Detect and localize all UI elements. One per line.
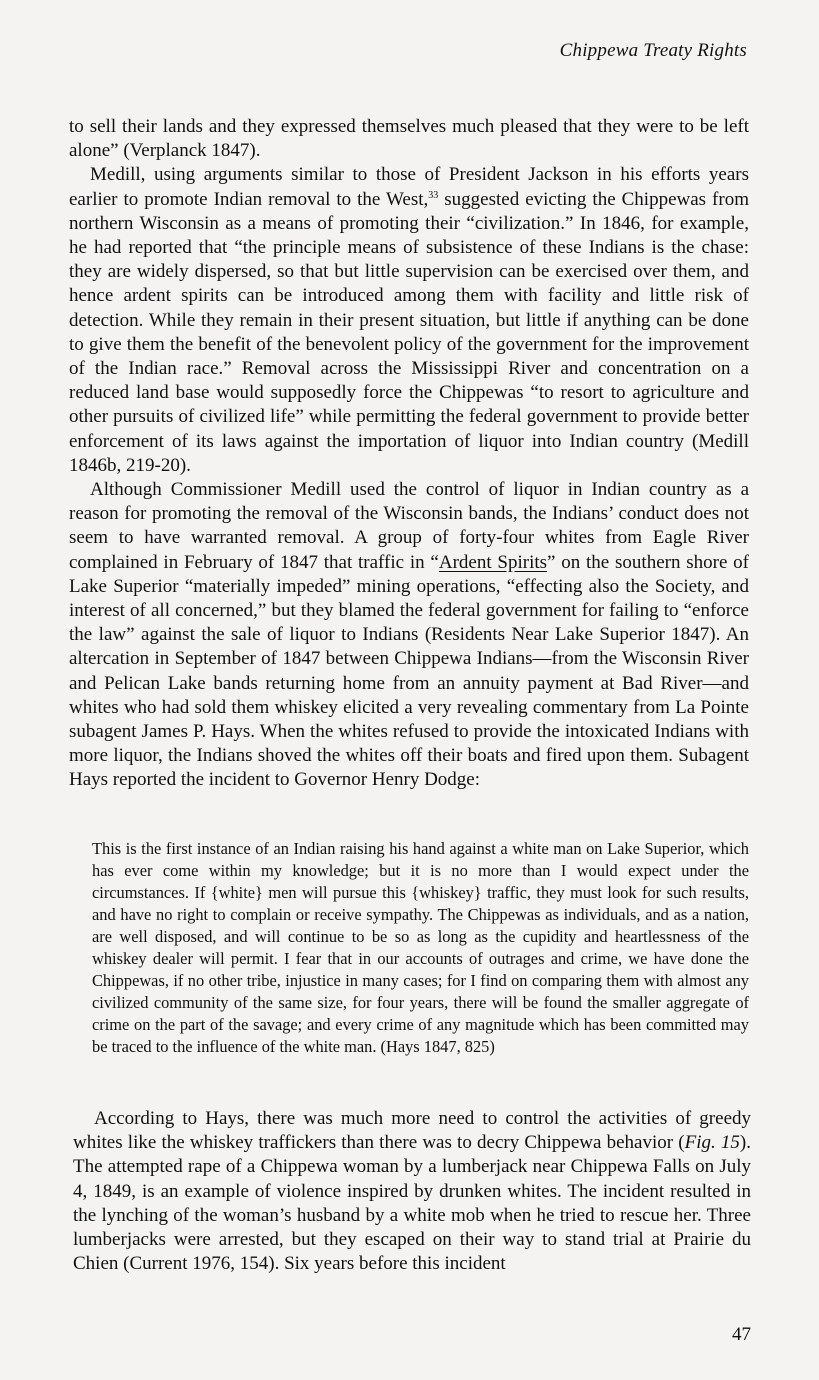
paragraph-medill-text-b: suggested evicting the Chippewas from northern Wisconsin as a means of promoting their “civilization.” In 1846, for example, he had reported that “the principle means of subsistence of these Indians is the chase: they are widely dispersed, so that but little supervision can be exercised over them, and hence ardent spirits can be introduced among them with facility and little risk of detection. While they remain in their present situation, but little if anything can be done to give them the benefit of the benevolent policy of the government for the improvement of the Indian race.” Removal across the Mississippi River and concentration on a reduced land base would supposedly force the Chippewas “to resort to agriculture and other pursuits of civilized life” while permitting the federal government to provide better enforcement of its laws against the importation of liquor into Indian country (Medill 1846b, 219-20). — [69, 188, 749, 476]
figure-reference: Fig. 15 — [684, 1132, 740, 1154]
running-head-title: Chippewa Treaty Rights — [559, 40, 747, 61]
paragraph-continuation: to sell their lands and they expressed themselves much pleased that they were to be left alone” (Verplanck 1847). — [69, 116, 749, 162]
block-quote — [92, 838, 749, 1058]
paragraph-medill — [69, 163, 749, 478]
block-quote-text: This is the first instance of an Indian raising his hand against a white man on Lake Superior, which has ever come within my knowledge; but it is no more than I would expect under the circumstances. If {white} men will pursue this {whiskey} traffic, they must look for such results, and have no right to complain or receive sympathy. The Chippewas as individuals, and as a nation, are well disposed, and will continue to be so as long as the cupidity and heartlessness of the whiskey dealer will permit. I fear that in our accounts of outrages and crime, we have done the Chippewas, if no other tribe, injustice in many cases; for I find on comparing them with almost any civilized community of the same size, for four years, there will be found the smaller aggregate of crime on the part of the savage; and every crime of any magnitude which has been committed may be traced to the influence of the white man. (Hays 1847, 825) — [92, 839, 749, 1056]
body-text-lower — [73, 1107, 751, 1276]
paragraph-medill-text-a: Medill, using arguments similar to those of President Jackson in his efforts years earlier to promote Indian removal to the West, — [69, 164, 749, 210]
underlined-phrase: Ardent Spirits — [438, 551, 548, 573]
footnote-marker-33: 33 — [428, 189, 439, 201]
paragraph-hays — [73, 1107, 751, 1276]
page-number: 47 — [732, 1324, 751, 1345]
paragraph-commissioner-text-a: Although Commissioner Medill used the control of liquor in Indian country as a reason for promoting the removal of the Wisconsin bands, the Indians’ conduct does not seem to have warranted removal. A group of forty-four whites from Eagle River complained in February of 1847 that traffic in “ — [69, 479, 749, 573]
paragraph-commissioner — [69, 478, 749, 793]
paragraph-hays-text-a: According to Hays, there was much more need to control the activities of greedy whites like the whiskey traffickers than there was to decry Chippewa behavior ( — [73, 1108, 751, 1154]
paragraph-hays-text-b: ). The attempted rape of a Chippewa woman by a lumberjack near Chippewa Falls on July 4, 1849, is an example of violence inspired by drunken whites. The incident resulted in the lynching of the woman’s husband by a white mob when he tried to rescue her. Three lumberjacks were arrested, but they escaped on their way to stand trial at Prairie du Chien (Current 1976, 154). Six years before this incident — [73, 1132, 751, 1275]
paragraph-commissioner-text-b: ” on the southern shore of Lake Superior “materially impeded” mining operations, “effecting also the Society, and interest of all concerned,” but they blamed the federal government for failing to “enforce the law” against the sale of liquor to Indians (Residents Near Lake Superior 1847). An altercation in September of 1847 between Chippewa Indians—from the Wisconsin River and Pelican Lake bands returning home from an annuity payment at Bad River—and whites who had sold them whiskey elicited a very revealing commentary from La Pointe subagent James P. Hays. When the whites refused to provide the intoxicated Indians with more liquor, the Indians shoved the whites off their boats and fired upon them. Subagent Hays reported the incident to Governor Henry Dodge: — [69, 551, 750, 791]
body-text-upper — [69, 115, 749, 793]
